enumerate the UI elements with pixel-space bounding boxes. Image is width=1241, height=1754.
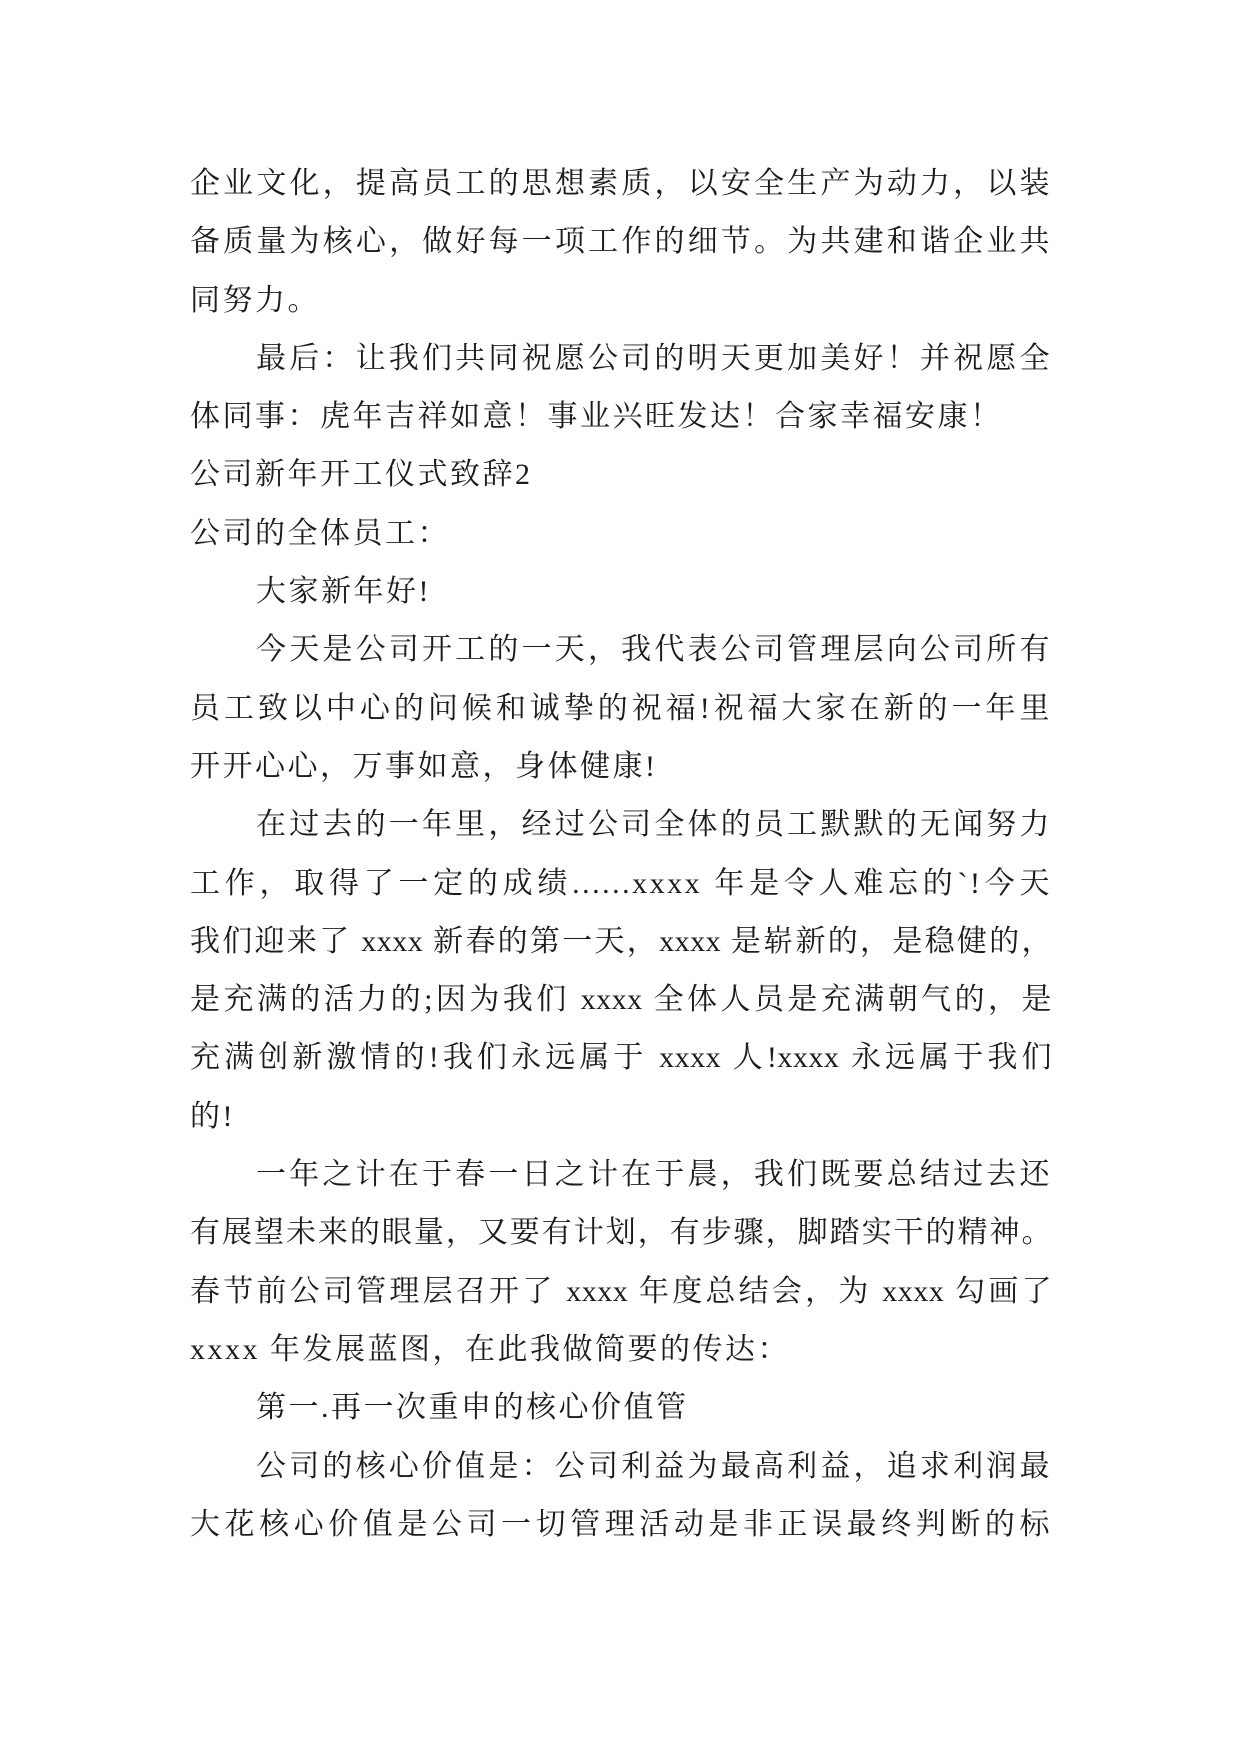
paragraph [190, 1146, 1052, 1379]
text-line: 今天是公司开工的一天，我代表公司管理层向公司所有 [256, 633, 1052, 667]
text-line: 有展望未来的眼量，又要有计划，有步骤，脚踏实干的精神。 [190, 1216, 1052, 1250]
paragraph [190, 155, 1052, 330]
text-line: 最后：让我们共同祝愿公司的明天更加美好！并祝愿全 [256, 341, 1052, 375]
paragraph [190, 330, 1052, 447]
text-line: 工作，取得了一定的成绩......xxxx 年是令人难忘的`!今天 [190, 866, 1052, 900]
text-line: 备质量为核心，做好每一项工作的细节。为共建和谐企业共 [190, 225, 1052, 259]
text-line: 我们迎来了 xxxx 新春的第一天，xxxx 是崭新的，是稳健的， [190, 924, 1052, 958]
text-line: 员工致以中心的问候和诚挚的祝福!祝福大家在新的一年里 [190, 691, 1052, 725]
text-line: 一年之计在于春一日之计在于晨，我们既要总结过去还 [256, 1158, 1052, 1192]
text-line: 公司的核心价值是：公司利益为最高利益，追求利润最 [256, 1449, 1052, 1483]
text-line: 开开心心，万事如意，身体健康! [190, 749, 658, 783]
text-line: 充满创新激情的!我们永远属于 xxxx 人!xxxx 永远属于我们 [190, 1041, 1052, 1075]
salutation: 公司的全体员工： [190, 516, 450, 550]
text-line: 同努力。 [190, 283, 320, 317]
paragraph [190, 796, 1052, 1146]
text-line: 春节前公司管理层召开了 xxxx 年度总结会，为 xxxx 勾画了 [190, 1274, 1052, 1308]
paragraph [190, 1379, 1052, 1437]
paragraph [190, 1438, 1052, 1555]
text-line: 企业文化，提高员工的思想素质，以安全生产为动力，以装 [190, 167, 1052, 200]
text-line: 第一.再一次重申的核心价值管 [256, 1391, 689, 1425]
greeting: 大家新年好! [256, 575, 431, 609]
text-line: 体同事：虎年吉祥如意！事业兴旺发达！合家幸福安康！ [190, 400, 1003, 434]
text-line: 大花核心价值是公司一切管理活动是非正误最终判断的标 [190, 1507, 1052, 1541]
text-line: 的! [190, 1099, 235, 1133]
text-line: 在过去的一年里，经过公司全体的员工默默的无闻努力 [256, 808, 1052, 842]
text-line: 是充满的活力的;因为我们 xxxx 全体人员是充满朝气的，是 [190, 983, 1052, 1017]
document-body [190, 155, 1052, 1554]
section-title: 公司新年开工仪式致辞2 [190, 458, 533, 492]
text-line: xxxx 年发展蓝图，在此我做简要的传达： [190, 1332, 790, 1366]
paragraph [190, 621, 1052, 796]
